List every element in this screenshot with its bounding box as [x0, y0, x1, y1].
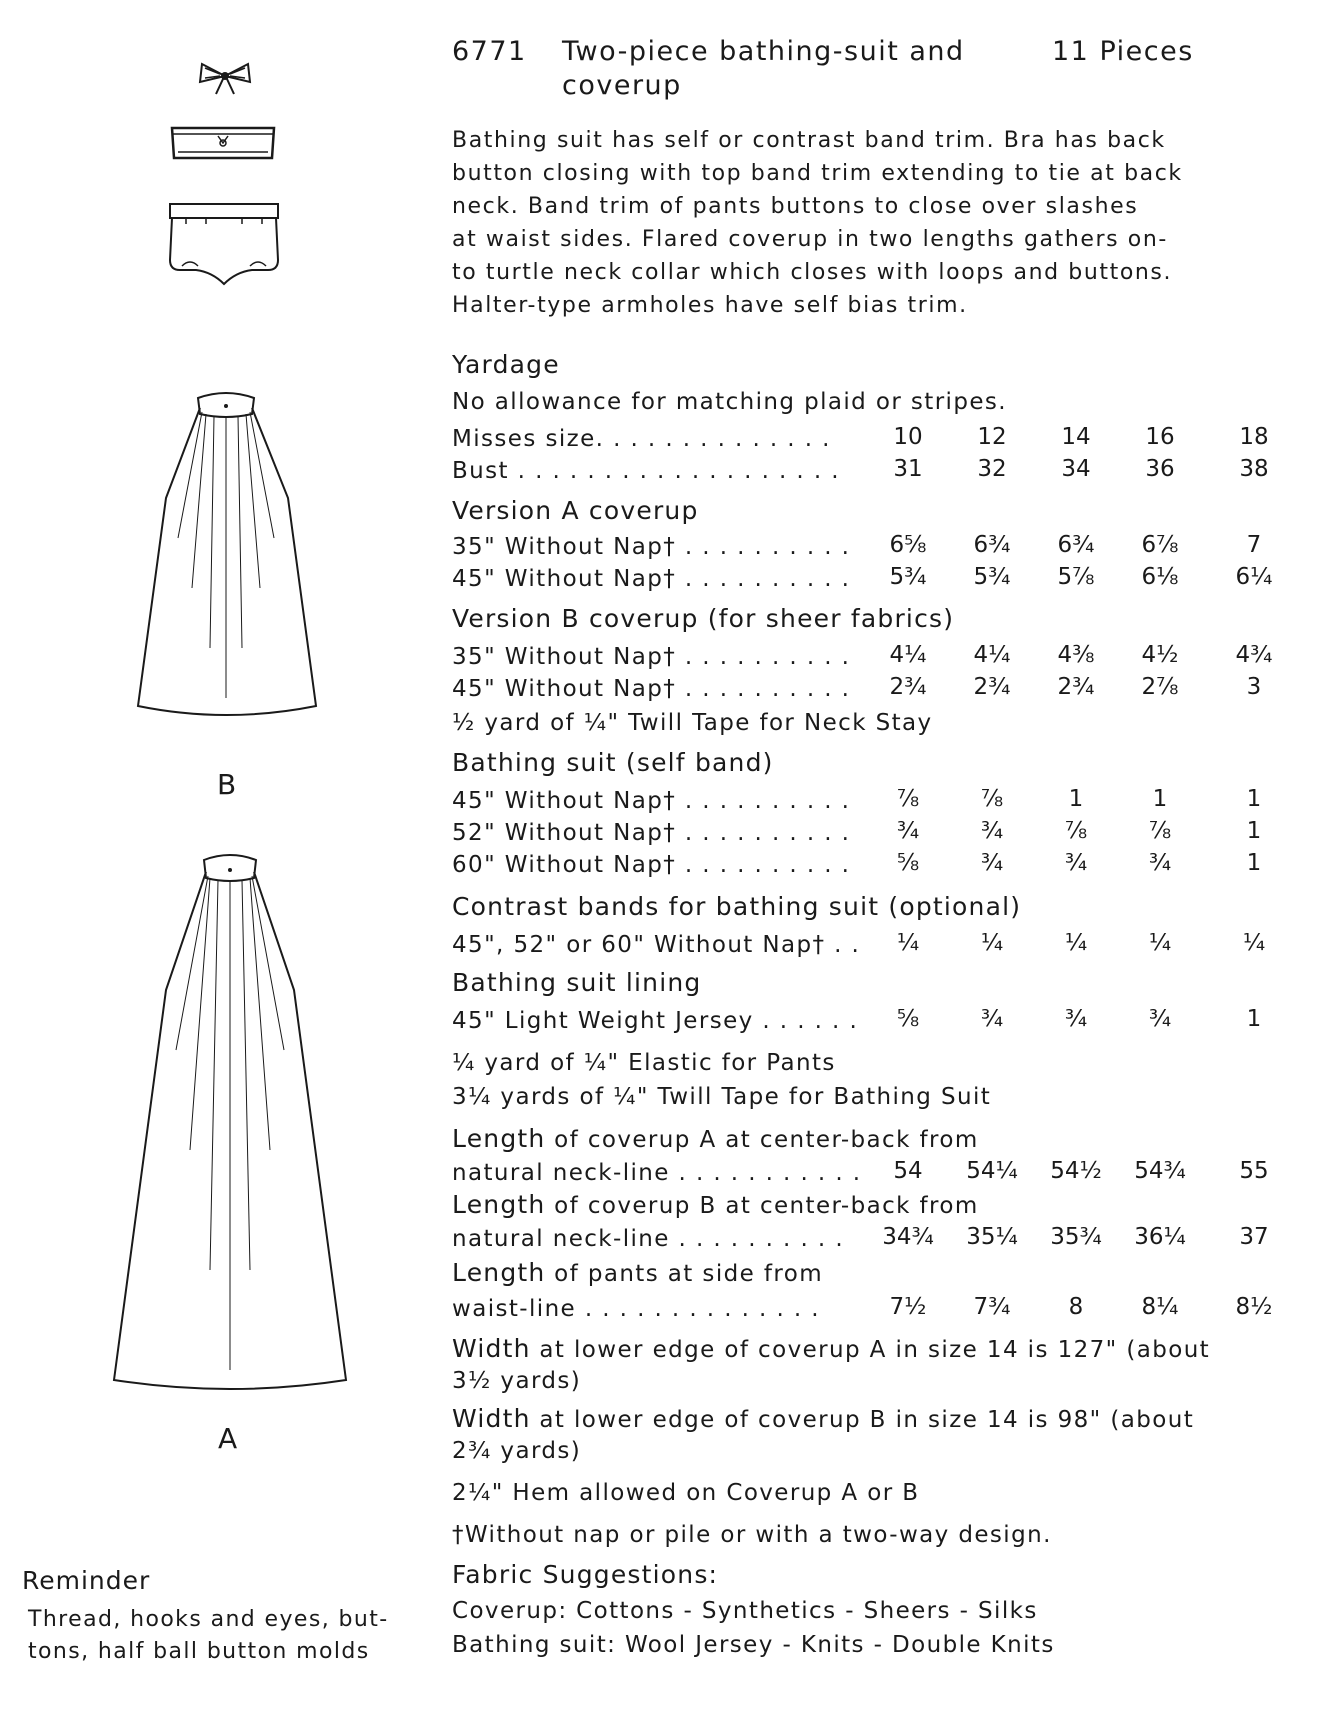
length-value: 7¾	[973, 1294, 1011, 1320]
yardage-value: 3	[1246, 674, 1262, 700]
pattern-title-line2: coverup	[562, 70, 682, 101]
width-a-line2: 3½ yards)	[452, 1368, 582, 1394]
bust-value: 34	[1061, 456, 1091, 482]
yardage-value: 4½	[1141, 642, 1179, 668]
fabric-bathing-suit: Bathing suit: Wool Jersey - Knits - Double Knits	[452, 1632, 1055, 1658]
yardage-value: ¾	[980, 818, 1004, 844]
figure-label-a: A	[218, 1422, 238, 1455]
yardage-value: ⅞	[1064, 818, 1088, 844]
yardage-value: 6⅛	[1141, 564, 1179, 590]
length-value: 54	[893, 1158, 923, 1184]
length-pants-text: of pants at side from	[545, 1261, 823, 1287]
description-line: button closing with top band trim extending to tie at back	[452, 161, 1183, 186]
yardage-value: ¼	[1148, 930, 1172, 956]
yardage-value: ⅞	[896, 786, 920, 812]
bow-tie-illustration	[190, 58, 260, 98]
yardage-row-label: 52" Without Nap† . . . . . . . . . .	[452, 820, 851, 846]
width-b-text	[452, 1404, 1194, 1433]
piece-count: 11 Pieces	[1052, 36, 1194, 67]
yardage-value: 1	[1246, 786, 1262, 812]
reminder-title: Reminder	[22, 1566, 151, 1595]
yardage-value: 7	[1246, 532, 1262, 558]
bra-illustration	[168, 122, 278, 164]
size-value: 14	[1061, 424, 1091, 450]
length-b-text: of coverup B at center-back from	[545, 1193, 979, 1219]
yardage-row-label: 35" Without Nap† . . . . . . . . . .	[452, 644, 851, 670]
yardage-row-label: 45", 52" or 60" Without Nap† . .	[452, 932, 861, 958]
yardage-value: 2¾	[1057, 674, 1095, 700]
lining-title: Bathing suit lining	[452, 968, 702, 997]
fabric-title: Fabric Suggestions:	[452, 1560, 719, 1589]
yardage-row-label: 35" Without Nap† . . . . . . . . . .	[452, 534, 851, 560]
yardage-row-label: 45" Without Nap† . . . . . . . . . .	[452, 788, 851, 814]
nap-note: †Without nap or pile or with a two-way design.	[452, 1522, 1052, 1548]
description-line: Bathing suit has self or contrast band trim. Bra has back	[452, 128, 1166, 153]
length-value: 34¾	[882, 1224, 934, 1250]
contrast-title: Contrast bands for bathing suit (optional)	[452, 892, 1022, 921]
hem-note: 2¼" Hem allowed on Coverup A or B	[452, 1480, 920, 1506]
yardage-row-label: 45" Without Nap† . . . . . . . . . .	[452, 566, 851, 592]
yardage-value: ¼	[980, 930, 1004, 956]
bust-label: Bust . . . . . . . . . . . . . . . . . . .	[452, 458, 840, 484]
yardage-value: 2¾	[973, 674, 1011, 700]
size-value: 18	[1239, 424, 1269, 450]
figure-label-b: B	[217, 768, 237, 801]
twill-tape-note: 3¼ yards of ¼" Twill Tape for Bathing Suit	[452, 1084, 992, 1110]
length-value: 35¾	[1050, 1224, 1102, 1250]
yardage-value: ¼	[1242, 930, 1266, 956]
pants-illustration	[166, 200, 282, 290]
yardage-value: 1	[1246, 1006, 1262, 1032]
length-value: 36¼	[1134, 1224, 1186, 1250]
description	[452, 124, 1212, 322]
yardage-title: Yardage	[452, 350, 560, 379]
yardage-value: 4⅜	[1057, 642, 1095, 668]
coverup-a-illustration	[106, 850, 354, 1390]
sizes-label: Misses size. . . . . . . . . . . . . .	[452, 426, 831, 452]
length-keyword: Length	[452, 1258, 546, 1287]
yardage-value: ¾	[1148, 850, 1172, 876]
yardage-value: ¾	[980, 850, 1004, 876]
yardage-value: ¼	[896, 930, 920, 956]
length-value: 8½	[1235, 1294, 1273, 1320]
yardage-row-label: 45" Without Nap† . . . . . . . . . .	[452, 676, 851, 702]
yardage-value: ¾	[980, 1006, 1004, 1032]
neck-stay-note: ½ yard of ¼" Twill Tape for Neck Stay	[452, 710, 933, 736]
size-value: 12	[977, 424, 1007, 450]
width-a-rest: at lower edge of coverup A in size 14 is 127" (about	[530, 1337, 1211, 1363]
bust-value: 31	[893, 456, 923, 482]
yardage-value: ⅞	[980, 786, 1004, 812]
yardage-value: 2¾	[889, 674, 927, 700]
yardage-value: 5¾	[973, 564, 1011, 590]
yardage-value: ⅝	[896, 850, 920, 876]
version-a-title: Version A coverup	[452, 496, 699, 525]
length-keyword: Length	[452, 1124, 546, 1153]
yardage-value: 6¼	[1235, 564, 1273, 590]
yardage-value: 6⅝	[889, 532, 927, 558]
version-b-title: Version B coverup (for sheer fabrics)	[452, 604, 955, 633]
length-a-text: of coverup A at center-back from	[545, 1127, 979, 1153]
width-b-rest: at lower edge of coverup B in size 14 is 98" (about	[530, 1407, 1195, 1433]
pattern-number: 6771	[452, 36, 527, 67]
yardage-value: 4¾	[1235, 642, 1273, 668]
yardage-row-label: 60" Without Nap† . . . . . . . . . .	[452, 852, 851, 878]
yardage-value: 6¾	[1057, 532, 1095, 558]
length-value: 7½	[889, 1294, 927, 1320]
width-b-line2: 2¾ yards)	[452, 1438, 582, 1464]
yardage-note: No allowance for matching plaid or stripes.	[452, 389, 1007, 415]
bathing-suit-title: Bathing suit (self band)	[452, 748, 774, 777]
length-b-heading	[452, 1190, 979, 1219]
length-row-label: natural neck-line . . . . . . . . . . .	[452, 1160, 862, 1186]
description-line: to turtle neck collar which closes with loops and buttons.	[452, 260, 1173, 285]
length-pants-heading	[452, 1258, 823, 1287]
width-keyword: Width	[452, 1334, 531, 1363]
bust-value: 32	[977, 456, 1007, 482]
reminder-line: Thread, hooks and eyes, but-	[28, 1607, 389, 1632]
length-value: 8¼	[1141, 1294, 1179, 1320]
yardage-value: 6⅞	[1141, 532, 1179, 558]
pattern-title-line1: Two-piece bathing-suit and	[562, 36, 965, 67]
reminder-line: tons, half ball button molds	[28, 1639, 370, 1664]
yardage-value: 5⅞	[1057, 564, 1095, 590]
yardage-value: ¼	[1064, 930, 1088, 956]
bust-value: 36	[1145, 456, 1175, 482]
yardage-value: 1	[1246, 818, 1262, 844]
coverup-b-illustration	[126, 388, 326, 716]
length-value: 8	[1068, 1294, 1084, 1320]
length-value: 54½	[1050, 1158, 1102, 1184]
length-value: 35¼	[966, 1224, 1018, 1250]
bust-value: 38	[1239, 456, 1269, 482]
yardage-value: ⅞	[1148, 818, 1172, 844]
length-value: 54¼	[966, 1158, 1018, 1184]
length-value: 37	[1239, 1224, 1269, 1250]
length-row-label: natural neck-line . . . . . . . . . .	[452, 1226, 845, 1252]
yardage-value: 4¼	[973, 642, 1011, 668]
yardage-value: 4¼	[889, 642, 927, 668]
yardage-value: 2⅞	[1141, 674, 1179, 700]
yardage-value: 1	[1246, 850, 1262, 876]
width-keyword: Width	[452, 1404, 531, 1433]
yardage-value: 1	[1068, 786, 1084, 812]
yardage-value: 1	[1152, 786, 1168, 812]
length-value: 55	[1239, 1158, 1269, 1184]
yardage-value: 6¾	[973, 532, 1011, 558]
description-line: Halter-type armholes have self bias trim.	[452, 293, 968, 318]
yardage-value: ¾	[1064, 1006, 1088, 1032]
yardage-value: ⅝	[896, 1006, 920, 1032]
yardage-row-label: 45" Light Weight Jersey . . . . . .	[452, 1008, 859, 1034]
elastic-note: ¼ yard of ¼" Elastic for Pants	[452, 1050, 836, 1076]
length-a-heading	[452, 1124, 979, 1153]
length-value: 54¾	[1134, 1158, 1186, 1184]
yardage-value: ¾	[896, 818, 920, 844]
width-a-text	[452, 1334, 1210, 1363]
fabric-coverup: Coverup: Cottons - Synthetics - Sheers - Silks	[452, 1598, 1038, 1624]
length-keyword: Length	[452, 1190, 546, 1219]
reminder-text	[28, 1604, 389, 1668]
yardage-value: ¾	[1148, 1006, 1172, 1032]
size-value: 10	[893, 424, 923, 450]
description-line: neck. Band trim of pants buttons to close over slashes	[452, 194, 1139, 219]
yardage-value: ¾	[1064, 850, 1088, 876]
size-value: 16	[1145, 424, 1175, 450]
length-row-label: waist-line . . . . . . . . . . . . . .	[452, 1296, 821, 1322]
yardage-value: 5¾	[889, 564, 927, 590]
description-line: at waist sides. Flared coverup in two lengths gathers on-	[452, 227, 1168, 252]
